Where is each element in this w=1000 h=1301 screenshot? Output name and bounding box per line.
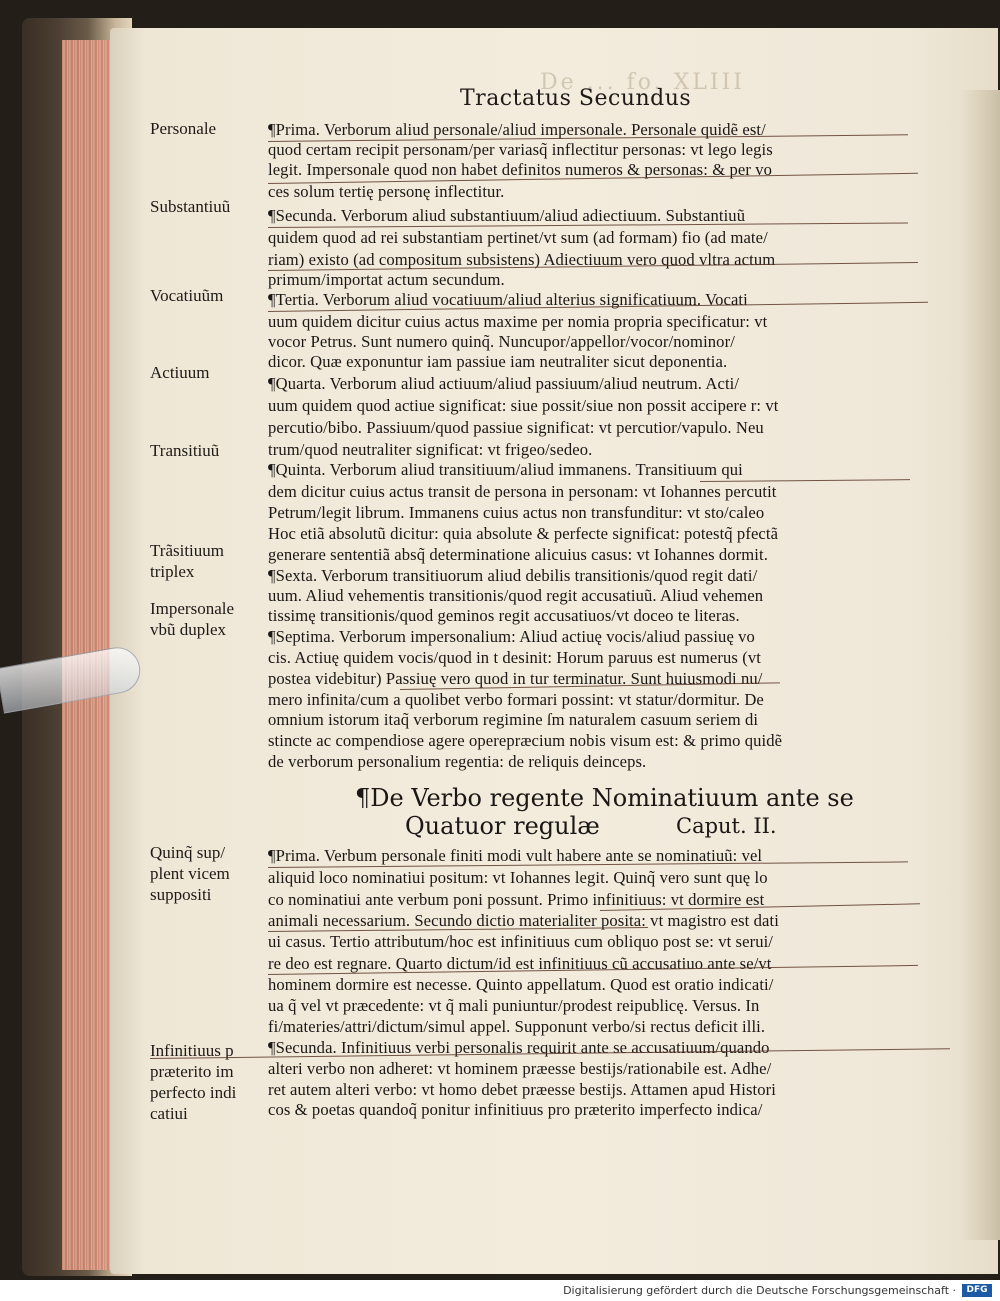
body-line: dem dicitur cuius actus transit de persona in personam: vt Iohannes percutit: [268, 482, 777, 501]
body-line: ¶Secunda. Infinitiuus verbi personalis requirit ante se accusatiuum/quando: [268, 1038, 770, 1057]
body-line: ¶Quarta. Verborum aliud actiuum/aliud passiuum/aliud neutrum. Acti/: [268, 374, 740, 393]
body-line: co nominatiui ante verbum poni possunt. Primo infinitiuus: vt dormire est: [268, 890, 765, 909]
margin-note-vocatiuum: [150, 285, 223, 306]
body-line: mero infinita/cum a quolibet verbo formari possint: vt statur/dormitur. De: [268, 690, 764, 709]
body-line: omnium istorum itaq̃ verborum regimine ſm naturalem casuum seriem di: [268, 710, 759, 729]
body-line: cis. Actiuę quidem vocis/quod in t desinit: Horum paruus est numerus (vt: [268, 648, 761, 667]
body-line: cos & poetas quandoq̃ ponitur infinitiuus pro præterito imperfecto indica/: [268, 1100, 763, 1119]
chapter-heading-regulae: Quatuor regulæ: [405, 812, 600, 840]
body-line: trum/quod neutraliter significat: vt frigeo/sedeo.: [268, 440, 593, 459]
body-line: fi/materies/attri/dictum/simul appel. Supponunt verbo/si rectus deficit illi.: [268, 1017, 766, 1036]
body-line: aliquid loco nominatiui positum: vt Iohannes legit. Quinq̃ vero sunt quę lo: [268, 868, 768, 887]
margin-note-line: Impersonale: [150, 599, 235, 618]
body-line: ¶Septima. Verborum impersonalium: Aliud actiuę vocis/aliud passiuę vo: [268, 627, 755, 646]
body-line: quidem quod ad rei substantiam pertinet/vt sum (ad formam) fio (ad mate/: [268, 228, 768, 247]
body-line: stincte ac compendiose agere operepræcium nobis visum est: & primo quidẽ: [268, 731, 783, 750]
margin-note-actiuum: [150, 362, 210, 383]
dfg-logo: DFG: [962, 1284, 992, 1297]
body-line: hominem dormire est necesse. Quinto appellatum. Quod est oratio indicati/: [268, 975, 774, 994]
margin-note-line: plent vicem: [150, 864, 230, 883]
body-line: ret autem alteri verbo: vt homo debet præesse bestijs. Attamen apud Histori: [268, 1080, 776, 1099]
margin-note-line: Transitiuũ: [150, 441, 220, 460]
body-line: ui casus. Tertio attributum/hoc est infinitiuus cum obliquo post se: vt serui/: [268, 932, 774, 951]
margin-note-line: catiui: [150, 1104, 188, 1123]
funding-credit: Digitalisierung gefördert durch die Deutsche Forschungsgemeinschaft ·: [563, 1284, 956, 1297]
margin-note-quinque-supplent: [150, 842, 230, 905]
chapter-heading-line1: ¶De Verbo regente Nominatiuum ante se: [355, 784, 854, 812]
margin-note-line: præterito im: [150, 1062, 234, 1081]
body-line: percutio/bibo. Passiuum/quod passiue significat: vt percutior/vapulo. Neu: [268, 418, 764, 437]
body-line: Hoc etiã absolutũ dicitur: quia absolute & perfecte significat: potestq̃ pfectã: [268, 524, 779, 543]
body-line: riam) existo (ad compositum subsistens) Adiectiuum vero quod vltra actum: [268, 250, 776, 269]
body-line: Petrum/legit librum. Immanens cuius actus non transfunditur: vt sto/caleo: [268, 503, 765, 522]
body-line: legit. Impersonale quod non habet definitos numeros & personas: & per vo: [268, 160, 772, 179]
margin-note-line: suppositi: [150, 885, 212, 904]
margin-note-line: Substantiuũ: [150, 197, 231, 216]
margin-note-line: perfecto indi: [150, 1083, 237, 1102]
margin-note-line: Personale: [150, 119, 217, 138]
body-line: uum quidem dicitur cuius actus maxime per nomia propria specificatur: vt: [268, 312, 768, 331]
body-line: ces solum tertię personę inflectitur.: [268, 182, 505, 201]
body-line: ¶Prima. Verbum personale finiti modi vult habere ante se nominatiuũ: vel: [268, 846, 763, 865]
body-line: ¶Quinta. Verborum aliud transitiuum/aliud immanens. Transitiuum qui: [268, 460, 743, 479]
facing-page-edge: [960, 90, 1000, 1240]
body-line: de verborum personalium regentia: de reliquis deinceps.: [268, 752, 647, 771]
body-line: ¶Secunda. Verborum aliud substantiuum/aliud adiectiuum. Substantiuũ: [268, 206, 746, 225]
margin-note-line: Quinq̃ sup/: [150, 843, 226, 862]
body-line: tissimę transitionis/quod geminos regit accusatiuos/vt doceo te literas.: [268, 606, 740, 625]
body-line: ¶Tertia. Verborum aliud vocatiuum/aliud alterius significatiuum. Vocati: [268, 290, 748, 309]
running-head: Tractatus Secundus: [460, 86, 692, 111]
margin-note-personale: [150, 118, 216, 139]
body-line: ¶Prima. Verborum aliud personale/aliud impersonale. Personale quidẽ est/: [268, 120, 766, 139]
body-line: ¶Sexta. Verborum transitiuorum aliud debilis transitionis/quod regit dati/: [268, 566, 758, 585]
body-line: primum/importat actum secundum.: [268, 270, 505, 289]
body-line: quod certam recipit personam/per variasq̃ inflectitur personas: vt lego legis: [268, 140, 773, 159]
margin-note-line: Trãsitiuum: [150, 541, 225, 560]
body-line: animali necessarium. Secundo dictio materialiter posita: vt magistro est dati: [268, 911, 779, 930]
body-line: uum quidem quod actiue significat: siue possit/siue non possit accipere r: vt: [268, 396, 779, 415]
margin-note-line: Infinitiuus p: [150, 1041, 234, 1060]
margin-note-line: Actiuum: [150, 363, 210, 382]
margin-note-impersonale: [150, 598, 234, 640]
body-line: uum. Aliud vehementis transitionis/quod regit accusatiuũ. Aliud vehemen: [268, 586, 764, 605]
chapter-heading-caput: Caput. II.: [676, 814, 777, 838]
body-line: alteri verbo non adheret: vt hominem præesse bestijs/rationabile est. Adhe/: [268, 1059, 772, 1078]
margin-note-line: vbũ duplex: [150, 620, 227, 639]
body-line: postea videbitur) Passiuę vero quod in tur terminatur. Sunt huiusmodi nu/: [268, 669, 763, 688]
margin-note-infinitiuus: [150, 1040, 236, 1124]
bleed-through-text: De ... fo. XLIII: [540, 70, 745, 95]
margin-note-line: Vocatiuũm: [150, 286, 224, 305]
margin-note-transitiuum: [150, 440, 219, 461]
body-line: re deo est regnare. Quarto dictum/id est infinitiuus cũ accusatiuo ante se/vt: [268, 954, 772, 973]
body-line: vocor Petrus. Sunt numero quinq̃. Nuncupor/appellor/vocor/nominor/: [268, 332, 735, 351]
body-line: dicor. Quæ exponuntur iam passiue iam neutraliter sicut deponentia.: [268, 352, 728, 371]
body-line: generare sententiã absq̃ determinatione alicuius casus: vt Iohannes dormit.: [268, 545, 768, 564]
margin-note-substantiuum: [150, 196, 230, 217]
margin-note-line: triplex: [150, 562, 195, 581]
margin-note-transitiuum-triplex: [150, 540, 224, 582]
body-line: ua q̃ vel vt præcedente: vt q̃ mali puniuntur/prodest reipublicę. Versus. In: [268, 996, 760, 1015]
